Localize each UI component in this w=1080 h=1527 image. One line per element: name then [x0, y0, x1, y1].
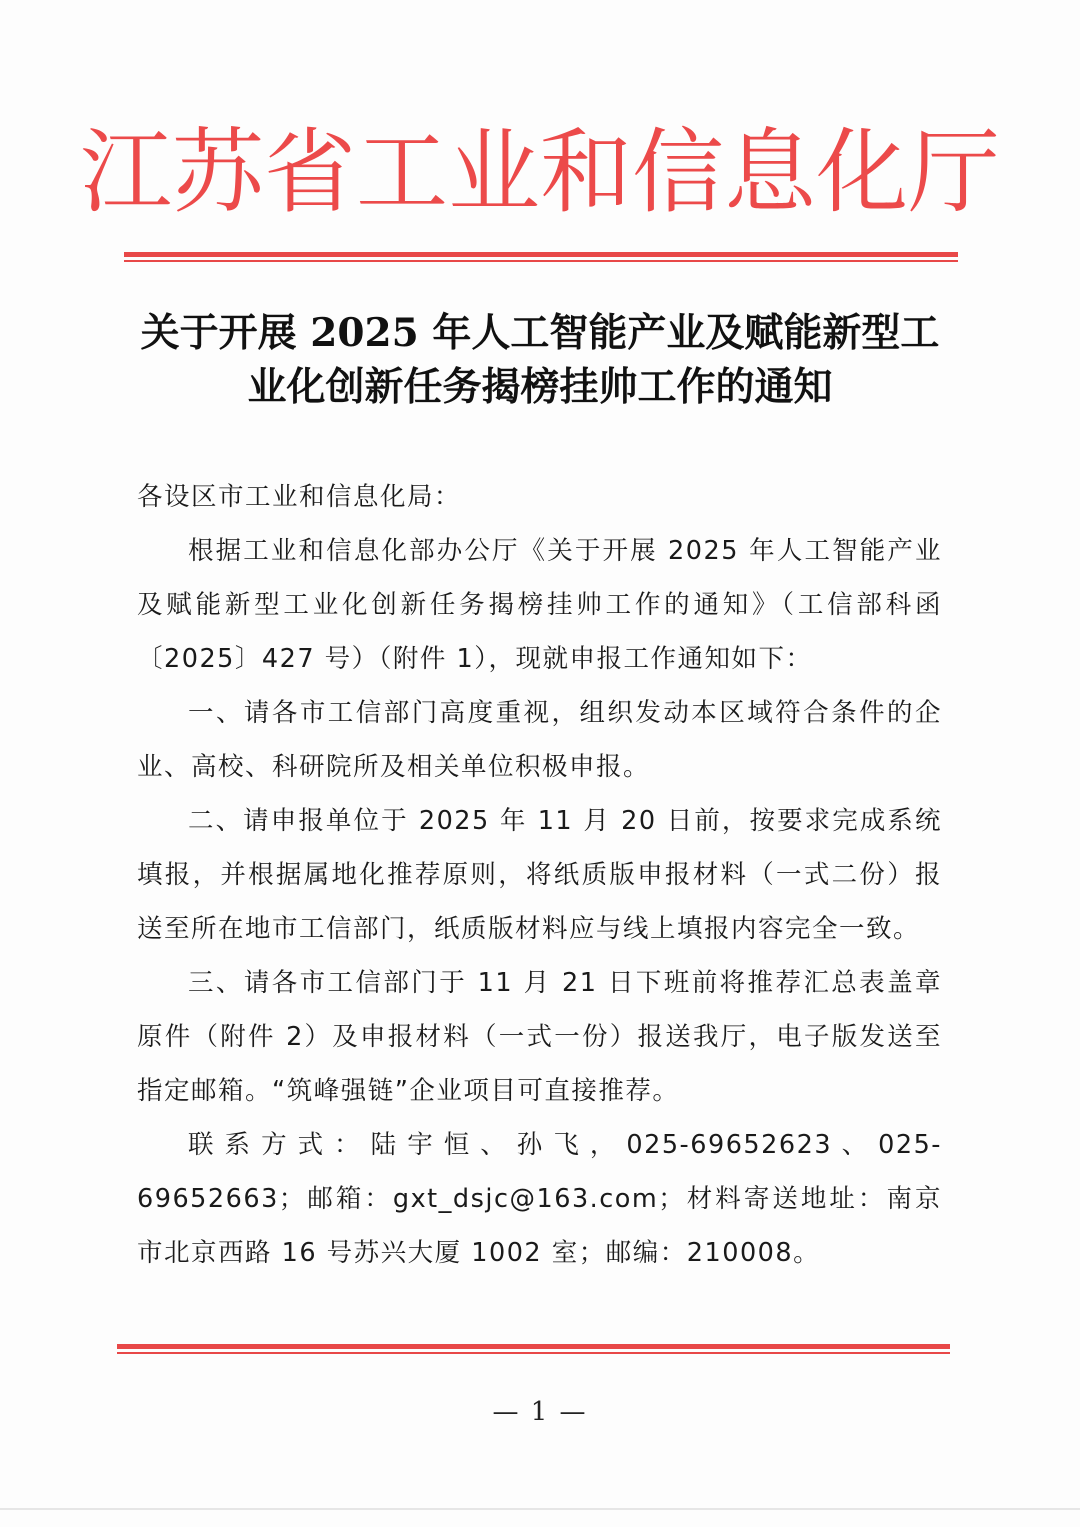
scan-edge-line: [0, 1508, 1080, 1510]
footer-divider-thin-line: [117, 1352, 950, 1354]
footer-divider-rule: [117, 1344, 950, 1354]
divider-thin-line: [124, 260, 958, 262]
document-title-line-2: 业化创新任务揭榜挂帅工作的通知: [247, 364, 833, 410]
body-paragraph-item-3: 三、请各市工信部门于 11 月 21 日下班前将推荐汇总表盖章原件（附件 2）及申报材料（一式一份）报送我厅，电子版发送至指定邮箱。“筑峰强链”企业项目可直接推荐。: [137, 968, 942, 1106]
document-title-line-1: 关于开展 2025 年人工智能产业及赋能新型工: [140, 310, 940, 356]
masthead-divider-rule: [124, 252, 958, 262]
document-title: [120, 306, 960, 414]
document-body: [137, 470, 942, 1280]
body-paragraph-intro: 根据工业和信息化部办公厅《关于开展 2025 年人工智能产业及赋能新型工业化创新任务揭榜挂帅工作的通知》（工信部科函〔2025〕427 号）（附件 1），现就申报工作通知如下：: [137, 536, 942, 674]
page-number: — 1 —: [492, 1397, 588, 1427]
masthead-agency-name: 江苏省工业和信息化厅: [79, 119, 1000, 226]
body-paragraph-item-2: 二、请申报单位于 2025 年 11 月 20 日前，按要求完成系统填报，并根据属地化推荐原则，将纸质版申报材料（一式二份）报送至所在地市工信部门，纸质版材料应与线上填报内容完全一致。: [137, 806, 942, 944]
body-paragraph-contact: 联系方式：陆宇恒、孙飞，025-69652623、025-69652663；邮箱：gxt_dsjc@163.com；材料寄送地址：南京市北京西路 16 号苏兴大厦 1002 室；邮编：210008。: [137, 1130, 942, 1268]
body-paragraph-item-1: 一、请各市工信部门高度重视，组织发动本区域符合条件的企业、高校、科研院所及相关单位积极申报。: [137, 698, 942, 782]
salutation: 各设区市工业和信息化局：: [137, 482, 462, 512]
